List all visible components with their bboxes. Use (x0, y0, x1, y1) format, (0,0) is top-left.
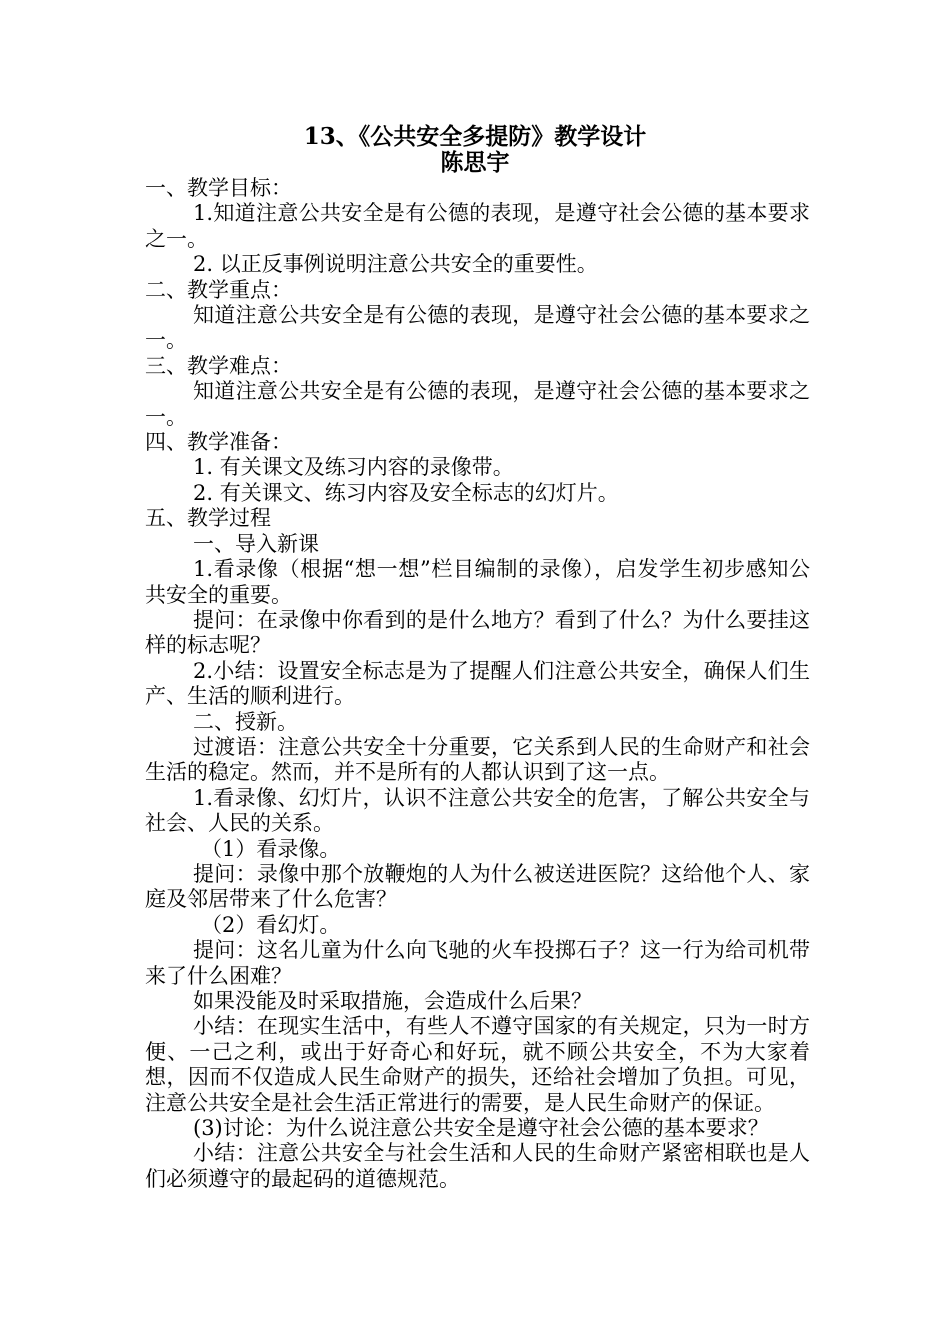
paragraph: 提问：在录像中你看到的是什么地方？看到了什么？为什么要挂这样的标志呢？ (145, 607, 810, 658)
paragraph: 1.看录像（根据“想一想”栏目编制的录像），启发学生初步感知公共安全的重要。 (145, 557, 810, 607)
paragraph: （2）看幻灯。 (201, 912, 341, 937)
document-title: 13、《公共安全多提防》教学设计 (303, 123, 647, 150)
paragraph: 1. 有关课文及练习内容的录像带。 (193, 455, 514, 480)
section-heading: 一、教学目标： (145, 176, 292, 200)
section-heading: 四、教学准备： (145, 430, 292, 455)
paragraph: 知道注意公共安全是有公德的表现，是遵守社会公德的基本要求之一。 (145, 379, 810, 429)
section-heading: 三、教学难点： (145, 353, 292, 378)
paragraph: (3)讨论：为什么说注意公共安全是遵守社会公德的基本要求？ (193, 1116, 769, 1141)
paragraph: 2. 以正反事例说明注意公共安全的重要性。 (193, 252, 598, 277)
paragraph: （1）看录像。 (201, 836, 341, 861)
subsection-heading: 二、授新。 (193, 709, 298, 734)
paragraph: 小结：在现实生活中，有些人不遵守国家的有关规定，只为一时方便、一己之利，或出于好奇心和好玩，就不顾公共安全，不为大家着想，因而不仅造成人民生命财产的损失，还给社会增加了负担。可见，注意公共安全是社会生活正常进行的需要，是人民生命财产的保证。 (145, 1014, 810, 1115)
paragraph: 知道注意公共安全是有公德的表现，是遵守社会公德的基本要求之一。 (145, 303, 810, 353)
subsection-heading: 一、导入新课 (193, 531, 319, 556)
paragraph: 小结：注意公共安全与社会生活和人民的生命财产紧密相联也是人们必须遵守的最起码的道德规范。 (145, 1141, 810, 1191)
section-heading: 二、教学重点： (145, 277, 292, 302)
paragraph: 1.看录像、幻灯片，认识不注意公共安全的危害，了解公共安全与社会、人民的关系。 (145, 785, 810, 836)
paragraph: 如果没能及时采取措施，会造成什么后果？ (193, 989, 592, 1013)
paragraph: 1.知道注意公共安全是有公德的表现，是遵守社会公德的基本要求之一。 (145, 201, 810, 251)
paragraph: 2. 有关课文、练习内容及安全标志的幻灯片。 (193, 480, 619, 505)
paragraph: 提问：这名儿童为什么向飞驰的火车投掷石子？这一行为给司机带来了什么困难？ (145, 938, 810, 988)
document-author: 陈思宇 (440, 149, 510, 176)
section-heading: 五、教学过程 (145, 506, 271, 531)
paragraph: 过渡语：注意公共安全十分重要，它关系到人民的生命财产和社会生活的稳定。然而，并不是所有的人都认识到了这一点。 (145, 734, 810, 785)
paragraph: 2.小结：设置安全标志是为了提醒人们注意公共安全，确保人们生产、生活的顺利进行。 (145, 658, 810, 709)
paragraph: 提问：录像中那个放鞭炮的人为什么被送进医院？这给他个人、家庭及邻居带来了什么危害？ (145, 861, 810, 912)
document-body (145, 176, 810, 1192)
